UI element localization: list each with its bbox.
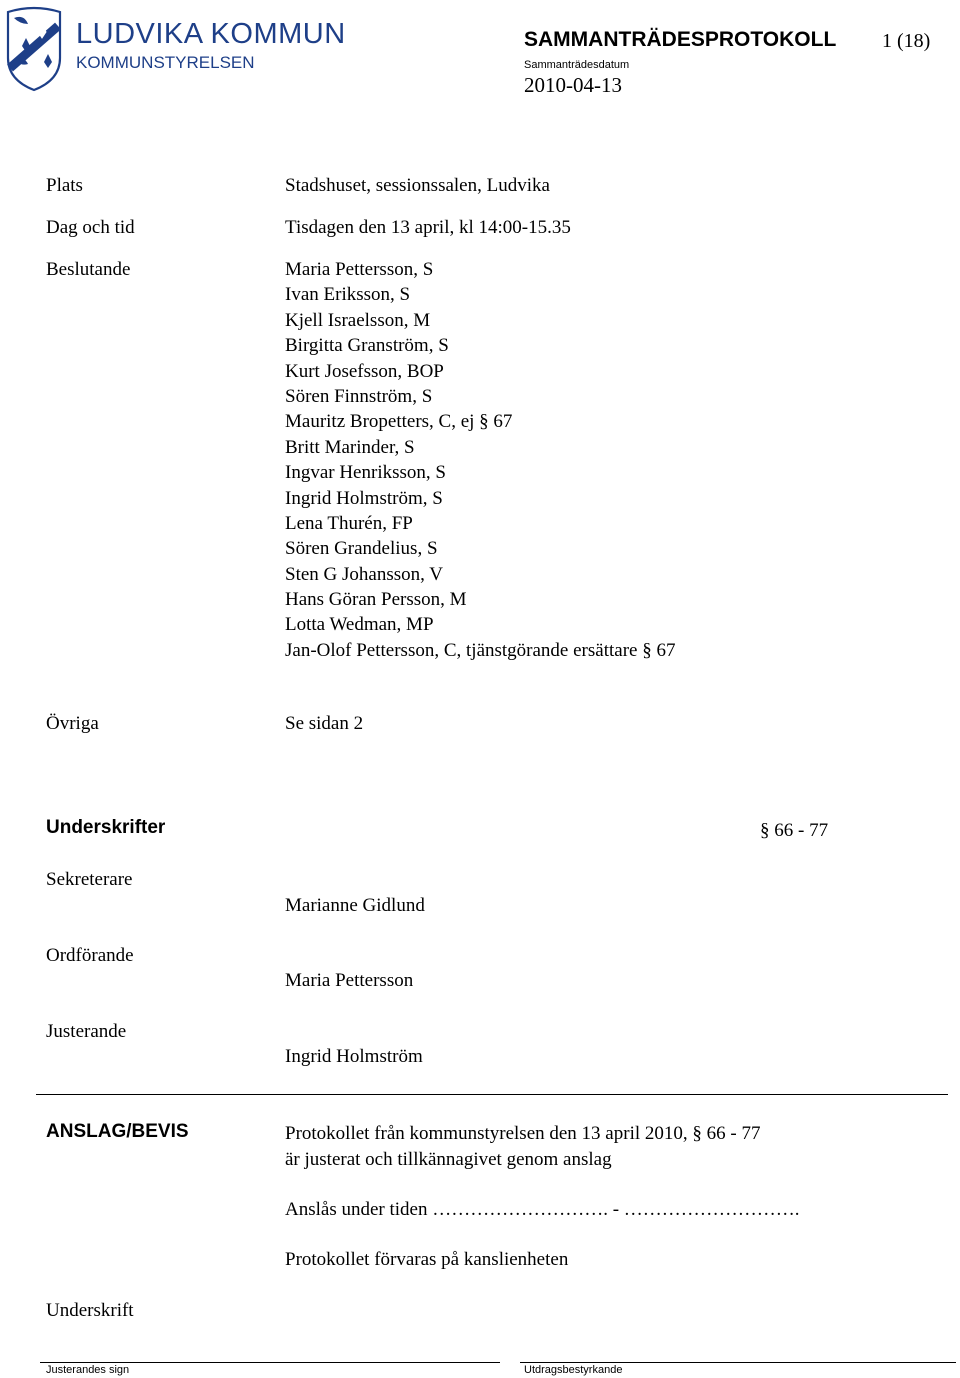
justerandes-sign-label: Justerandes sign (46, 1364, 130, 1376)
anslas-period: Anslås under tiden ………………………. - ………………………. (285, 1199, 800, 1220)
ovriga-label: Övriga (46, 713, 99, 734)
justerande-label: Justerande (46, 1021, 127, 1042)
justerande-name: Ingrid Holmström (285, 1046, 423, 1067)
forvaras-text: Protokollet förvaras på kanslienheten (285, 1249, 569, 1270)
sekreterare-name: Marianne Gidlund (285, 895, 425, 916)
underskrift-label: Underskrift (46, 1300, 134, 1321)
date-label: Sammanträdesdatum (524, 59, 630, 71)
paragraph-range: § 66 - 77 (760, 820, 829, 841)
beslutande-member: Ivan Eriksson, S (285, 284, 411, 306)
beslutande-member: Kjell Israelsson, M (285, 309, 431, 331)
plats-label: Plats (46, 175, 83, 196)
organization-name: LUDVIKA KOMMUN (76, 18, 346, 50)
beslutande-label: Beslutande (46, 259, 131, 280)
beslutande-member: Lena Thurén, FP (285, 512, 413, 534)
dag-value: Tisdagen den 13 april, kl 14:00-15.35 (285, 217, 571, 238)
section-divider (36, 1094, 948, 1095)
beslutande-member: Mauritz Bropetters, C, ej § 67 (285, 411, 513, 433)
anslag-line-2: är justerat och tillkännagivet genom anslag (285, 1149, 612, 1170)
beslutande-member: Ingrid Holmström, S (285, 487, 443, 509)
beslutande-member: Sören Finnström, S (285, 385, 433, 407)
organization-unit: KOMMUNSTYRELSEN (76, 53, 255, 72)
ovriga-value: Se sidan 2 (285, 713, 364, 734)
beslutande-member: Maria Pettersson, S (285, 259, 434, 280)
utdragsbestyrkande-label: Utdragsbestyrkande (524, 1364, 623, 1376)
ordforande-label: Ordförande (46, 945, 134, 966)
beslutande-member: Birgitta Granström, S (285, 335, 449, 357)
anslag-line-1: Protokollet från kommunstyrelsen den 13 april 2010, § 66 - 77 (285, 1123, 761, 1144)
document-title: SAMMANTRÄDESPROTOKOLL (524, 28, 837, 51)
page-number: 1 (18) (882, 30, 931, 52)
anslag-heading: ANSLAG/BEVIS (46, 1121, 189, 1142)
beslutande-member: Lotta Wedman, MP (285, 614, 434, 636)
footer-line-left (40, 1362, 500, 1363)
beslutande-list (285, 257, 675, 663)
beslutande-member: Sten G Johansson, V (285, 563, 443, 585)
sekreterare-label: Sekreterare (46, 869, 133, 890)
meeting-date: 2010-04-13 (524, 73, 622, 97)
footer-line-right (520, 1362, 956, 1363)
beslutande-member: Britt Marinder, S (285, 436, 415, 458)
beslutande-member: Ingvar Henriksson, S (285, 462, 446, 484)
beslutande-member: Jan-Olof Pettersson, C, tjänstgörande ersättare § 67 (285, 639, 676, 661)
coat-of-arms-logo (4, 6, 64, 92)
ordforande-name: Maria Pettersson (285, 970, 414, 991)
beslutande-member: Sören Grandelius, S (285, 538, 438, 560)
beslutande-member: Kurt Josefsson, BOP (285, 360, 444, 382)
beslutande-member: Hans Göran Persson, M (285, 589, 467, 611)
dag-label: Dag och tid (46, 217, 135, 238)
underskrifter-heading: Underskrifter (46, 817, 166, 838)
plats-value: Stadshuset, sessionssalen, Ludvika (285, 175, 550, 196)
